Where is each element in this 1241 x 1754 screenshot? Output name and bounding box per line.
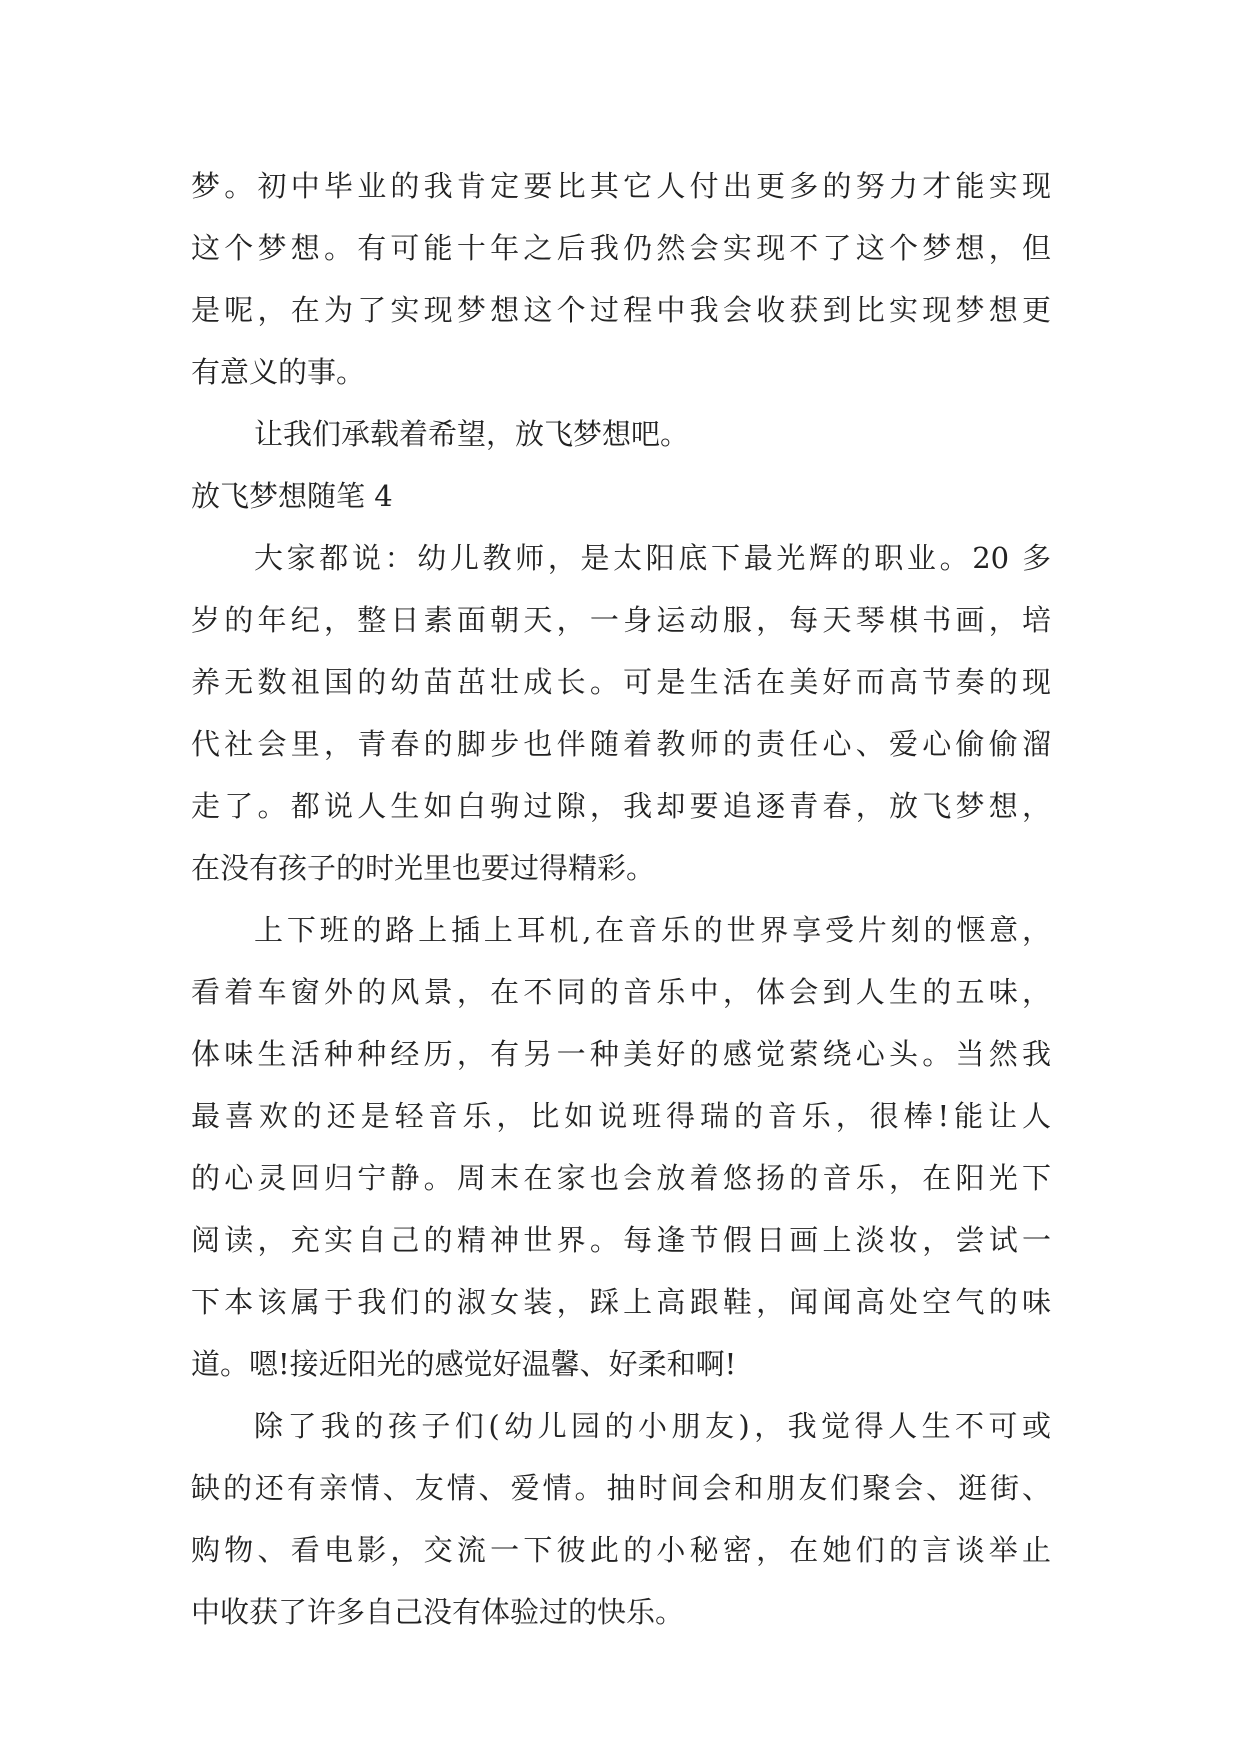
text-line: 是呢，在为了实现梦想这个过程中我会收获到比实现梦想更 (191, 293, 1051, 327)
text-line: 走了。都说人生如白驹过隙，我却要追逐青春，放飞梦想， (191, 789, 1051, 823)
text-line: 下本该属于我们的淑女装，踩上高跟鞋，闻闻高处空气的味 (191, 1285, 1051, 1319)
text-line: 岁的年纪，整日素面朝天，一身运动服，每天琴棋书画，培 (191, 603, 1051, 637)
text-line: 道。嗯!接近阳光的感觉好温馨、好柔和啊! (191, 1347, 737, 1381)
text-line: 阅读，充实自己的精神世界。每逢节假日画上淡妆，尝试一 (191, 1223, 1051, 1257)
text-line: 购物、看电影，交流一下彼此的小秘密，在她们的言谈举止 (191, 1533, 1051, 1567)
text-line: 养无数祖国的幼苗茁壮成长。可是生活在美好而高节奏的现 (191, 665, 1051, 699)
text-line: 在没有孩子的时光里也要过得精彩。 (191, 851, 656, 885)
text-line: 看着车窗外的风景，在不同的音乐中，体会到人生的五味， (191, 975, 1051, 1009)
text-line: 代社会里，青春的脚步也伴随着教师的责任心、爱心偷偷溜 (191, 727, 1051, 761)
text-line: 最喜欢的还是轻音乐，比如说班得瑞的音乐，很棒!能让人 (191, 1099, 1051, 1133)
text-line: 梦。初中毕业的我肯定要比其它人付出更多的努力才能实现 (191, 169, 1051, 203)
text-line: 上下班的路上插上耳机,在音乐的世界享受片刻的惬意， (254, 913, 1051, 947)
text-line: 让我们承载着希望，放飞梦想吧。 (254, 417, 690, 451)
section-heading: 放飞梦想随笔 4 (191, 479, 393, 513)
text-line: 有意义的事。 (191, 355, 366, 389)
document-body (191, 155, 1051, 1643)
text-line: 体味生活种种经历，有另一种美好的感觉萦绕心头。当然我 (191, 1037, 1051, 1071)
text-line: 的心灵回归宁静。周末在家也会放着悠扬的音乐，在阳光下 (191, 1161, 1051, 1195)
text-line: 缺的还有亲情、友情、爱情。抽时间会和朋友们聚会、逛街、 (191, 1471, 1051, 1505)
text-line: 大家都说：幼儿教师，是太阳底下最光辉的职业。20 多 (254, 541, 1051, 575)
text-line: 除了我的孩子们(幼儿园的小朋友)，我觉得人生不可或 (254, 1409, 1051, 1443)
text-line: 中收获了许多自己没有体验过的快乐。 (191, 1595, 685, 1629)
text-line: 这个梦想。有可能十年之后我仍然会实现不了这个梦想，但 (191, 231, 1051, 265)
